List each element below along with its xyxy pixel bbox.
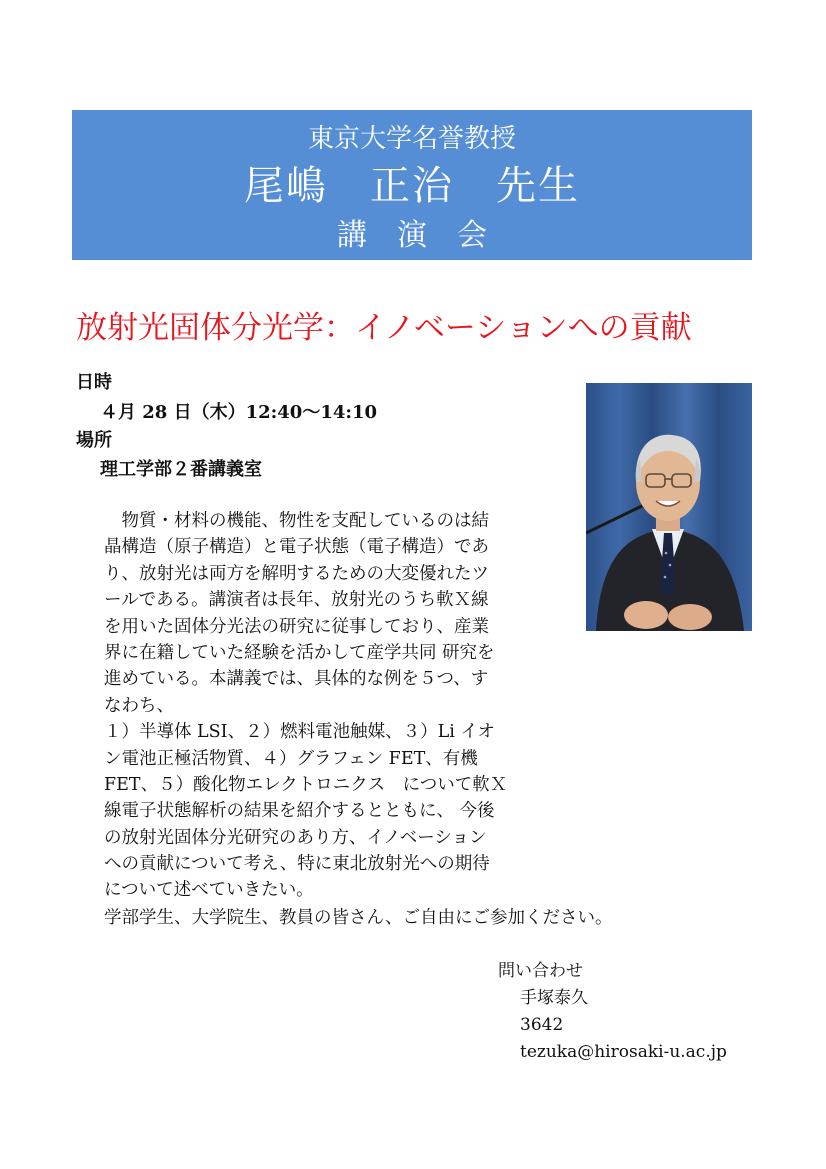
contact-block [498,958,727,1066]
contact-extension: 3642 [520,1015,564,1035]
date-label: 日時 [76,372,112,393]
closing-invitation: 学部学生、大学院生、教員の皆さん、ご自由にご参加ください。 [104,908,613,928]
date-value: ４月 28 日（木）12:40～14:10 [100,402,378,423]
abstract-line: への貢献について考え、特に東北放射光への期待 [104,854,490,875]
speaker-affiliation: 東京大学名誉教授 [307,124,516,154]
abstract-line: 晶構造（原子構造）と電子状態（電子構造）であ [104,537,489,558]
contact-email[interactable]: tezuka@hirosaki-u.ac.jp [520,1042,727,1062]
abstract [104,508,544,904]
abstract-line: FET、５）酸化物エレクトロニクス について軟Ｘ [104,774,508,795]
event-type: 講 演 会 [337,218,487,253]
speaker-photo [586,383,752,631]
abstract-line: なわち、 [104,695,174,716]
abstract-line: 界に在籍していた経験を活かして産学共同 研究を [104,642,495,663]
place-value: 理工学部２番講義室 [100,459,262,480]
title-banner [72,110,752,260]
abstract-line: ン電池正極活物質、４）グラフェン FET、有機 [104,748,478,769]
abstract-line: を用いた固体分光法の研究に従事しており、産業 [104,616,489,637]
contact-person: 手塚泰久 [520,988,588,1008]
contact-heading: 問い合わせ [498,961,583,981]
abstract-line: ールである。講演者は長年、放射光のうち軟Ｘ線 [104,590,489,611]
abstract-line: 進めている。本講義では、具体的な例を５つ、す [104,669,489,690]
abstract-line: １）半導体 LSI、２）燃料電池触媒、３）Li イオ [104,722,495,743]
place-label: 場所 [76,430,112,451]
abstract-line: について述べていきたい。 [104,880,314,901]
speaker-name: 尾嶋 正治 先生 [244,163,580,209]
abstract-line: り、放射光は両方を解明するための大変優れたツ [104,563,489,584]
abstract-line: 線電子状態解析の結果を紹介するとともに、 今後 [104,801,495,822]
abstract-line: の放射光固体分光研究のあり方、イノベーション [104,827,487,848]
abstract-line: 物質・材料の機能、物性を支配しているのは結 [104,511,489,531]
talk-title: 放射光固体分光学：イノベーションへの貢献 [76,310,692,346]
